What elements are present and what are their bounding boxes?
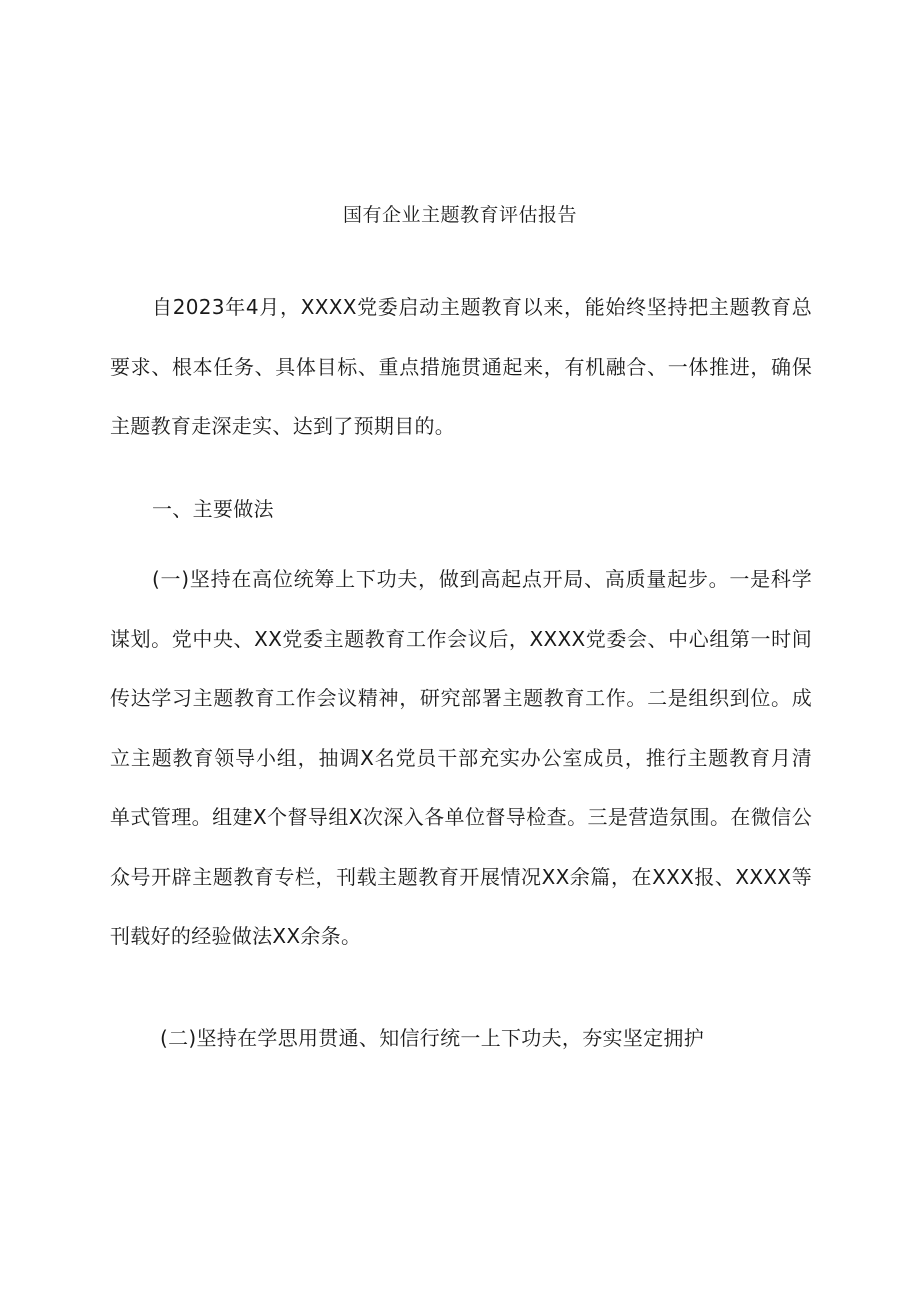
section-heading: 一、主要做法 <box>152 497 274 521</box>
subsection-paragraph-2: (二)坚持在学思用贯通、知信行统一上下功夫，夯实坚定拥护 <box>160 1026 705 1050</box>
intro-paragraph: 自2023年4月，XXXX党委启动主题教育以来，能始终坚持把主题教育总要求、根本任务、具体目标、重点措施贯通起来，有机融合、一体推进，确保主题教育走深走实、达到了预期目的。 <box>110 295 812 438</box>
document-title: 国有企业主题教育评估报告 <box>342 204 577 226</box>
subsection-paragraph-1: (一)坚持在高位统筹上下功夫，做到高起点开局、高质量起步。一是科学谋划。党中央、XX党委主题教育工作会议后，XXXX党委会、中心组第一时间传达学习主题教育工作会议精神，研究部署主题教育工作。二是组织到位。成立主题教育领导小组，抽调X名党员干部充实办公室成员，推行主题教育月清单式管理。组建X个督导组X次深入各单位督导检查。三是营造氛围。在微信公众号开辟主题教育专栏，刊载主题教育开展情况XX余篇，在XXX报、XXXX等刊载好的经验做法XX余条。 <box>110 567 812 948</box>
